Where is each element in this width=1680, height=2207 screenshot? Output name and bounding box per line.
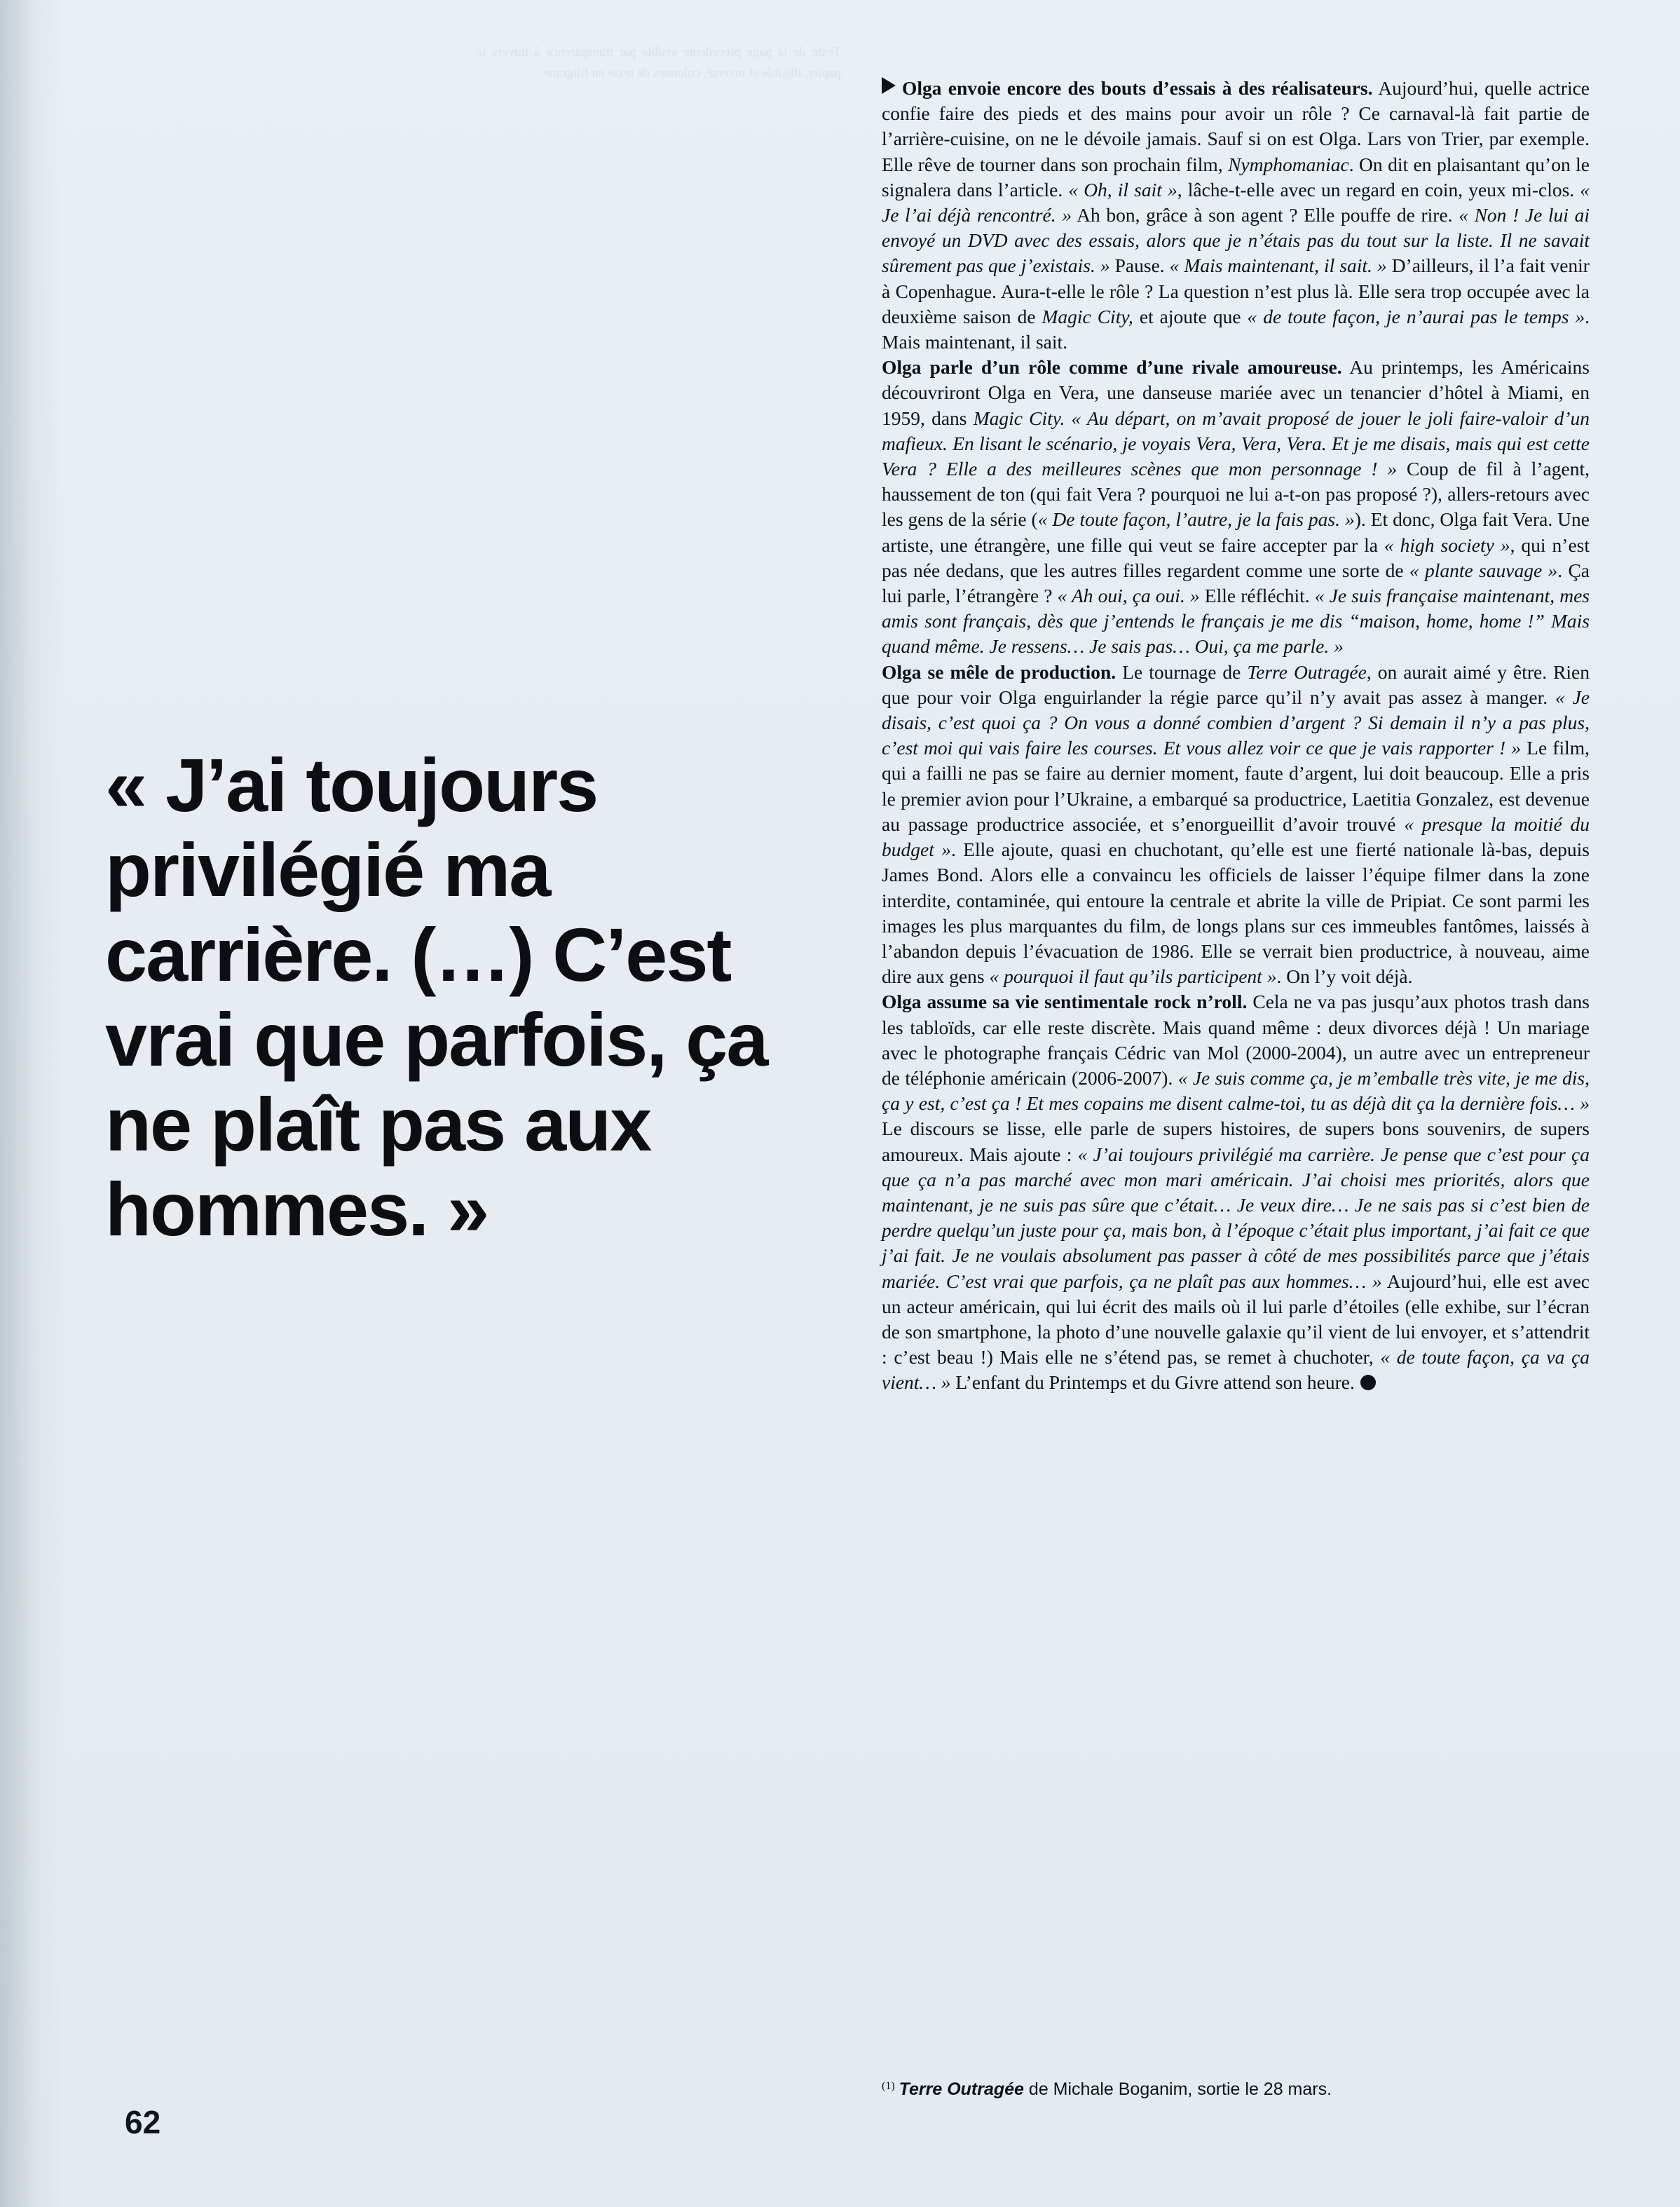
paragraph-1-text: Aujourd’hui, quelle actrice confie faire des pieds et des mains pour avoir un rôle ? Ce carnaval-là fait partie de l’arrière-cuisine, on ne le dévoile jamais. Sauf si on est Olga. Lars von Trier, par exemple. Elle rêve de tourner dans son prochain film, Nymphomaniac. On dit en plaisantant qu’on le signalera dans l’article. « Oh, il sait », lâche-t-elle avec un regard en coin, yeux mi-clos. « Je l’ai déjà rencontré. » Ah bon, grâce à son agent ? Elle pouffe de rire. « Non ! Je lui ai envoyé un DVD avec des essais, alors que je n’étais pas du tout sur la liste. Il ne savait sûrement pas que j’existais. » Pause. « Mais maintenant, il sait. » D’ailleurs, il l’a fait venir à Copenhague. Aura-t-elle le rôle ? La question n’est plus là. Elle sera trop occupée avec la deuxième saison de Magic City, et ajoute que « de toute façon, je n’aurai pas le temps ». Mais maintenant, il sait. <box>882 77 1590 353</box>
pullquote: « J’ai toujours privilégié ma carrière. (…) C’est vrai que parfois, ça ne plaît pas aux hommes. » <box>105 742 767 1251</box>
paragraph-3-runin: Olga se mêle de production. <box>882 660 1116 683</box>
paragraph-2-text: Au printemps, les Américains découvriront Olga en Vera, une danseuse mariée avec un tenancier d’hôtel à Miami, en 1959, dans Magic City. « Au départ, on m’avait proposé de jouer le joli faire-valoir d’un mafieux. En lisant le scénario, je voyais Vera, Vera, Vera. Et je me disais, mais qui est cette Vera ? Elle a des meilleures scènes que mon personnage ! » Coup de fil à l’agent, haussement de ton (qui fait Vera ? pourquoi ne lui a-t-on pas proposé ?), allers-retours avec les gens de la série (« De toute façon, l’autre, je la fais pas. »). Et donc, Olga fait Vera. Une artiste, une étrangère, une fille qui veut se faire accepter par la « high society », qui n’est pas née dedans, que les autres filles regardent comme une sorte de « plante sauvage ». Ça lui parle, l’étrangère ? « Ah oui, ça oui. » Elle réfléchit. « Je suis française maintenant, mes amis sont français, dès que j’entends le français je me dis “maison, home, home !” Mais quand même. Je ressens… Je sais pas… Oui, ça me parle. » <box>882 356 1590 658</box>
gutter-shadow <box>0 0 63 2207</box>
footnote-marker: (1) <box>882 2080 895 2092</box>
triangle-bullet-icon <box>882 77 896 94</box>
end-of-article-mark <box>1360 1375 1376 1390</box>
paragraph-2 <box>882 355 1590 659</box>
footnote-title: Terre Outragée <box>899 2079 1024 2099</box>
paragraph-4-runin: Olga assume sa vie sentimentale rock n’roll. <box>882 991 1248 1013</box>
paragraph-2-runin: Olga parle d’un rôle comme d’une rivale amoureuse. <box>882 356 1342 379</box>
footnote <box>882 2075 1590 2101</box>
pullquote-column <box>105 743 806 1252</box>
show-through-text: Texte de la page précédente visible par transparence à travers le papier, illisible et inversé, colonnes de texte en filigrane. <box>477 45 841 81</box>
paragraph-3-text: Le tournage de Terre Outragée, on aurait aimé y être. Rien que pour voir Olga enguirlander la régie parce qu’il n’y avait pas assez à manger. « Je disais, c’est quoi ça ? On vous a donné combien d’argent ? Si demain il n’y a pas plus, c’est moi qui vais faire les courses. Et vous allez voir ce que je vais rapporter ! » Le film, qui a failli ne pas se faire au dernier moment, faute d’argent, lui doit beaucoup. Elle a pris le premier avion pour l’Ukraine, a embarqué sa productrice, Laetitia Gonzalez, est devenue au passage productrice associée, et s’enorgueillit d’avoir trouvé « presque la moitié du budget ». Elle ajoute, quasi en chuchotant, qu’elle est une fierté nationale là-bas, depuis James Bond. Alors elle a convaincu les officiels de laisser l’équipe filmer dans la zone interdite, contaminée, qui entoure la centrale et abrite la ville de Pripiat. Ce sont parmi les images les plus marquantes du film, de longs plans sur ces immeubles fantômes, laissés à l’abandon depuis l’évacuation de 1986. Elle se verrait bien productrice, à nouveau, aime dire aux gens « pourquoi il faut qu’ils participent ». On l’y voit déjà. <box>882 660 1590 988</box>
paragraph-3 <box>882 660 1590 990</box>
paragraph-4 <box>882 989 1590 1395</box>
paragraph-1-runin: Olga envoie encore des bouts d’essais à des réalisateurs. <box>902 77 1373 99</box>
page-number: 62 <box>125 2104 161 2140</box>
paragraph-1 <box>882 76 1590 355</box>
paragraph-4-text: Cela ne va pas jusqu’aux photos trash dans les tabloïds, car elle reste discrète. Mais quand même : deux divorces déjà ! Un mariage avec le photographe français Cédric van Mol (2000-2004), un autre avec un entrepreneur de téléphonie américain (2006-2007). « Je suis comme ça, je m’emballe très vite, je me dis, ça y est, c’est ça ! Et mes copains me disent calme-toi, tu as déjà dit ça la dernière fois… » Le discours se lisse, elle parle de supers histoires, de supers bons souvenirs, de supers amoureux. Mais ajoute : « J’ai toujours privilégié ma carrière. Je pense que c’est pour ça que ça n’a pas marché avec mon mari américain. J’ai choisi mes priorités, alors que maintenant, je ne suis pas sûre que c’était… Je veux dire… Je ne sais pas si c’est bien de perdre quelqu’un juste pour ça, mais bon, à l’époque c’était plus important, j’ai fait ce que j’ai fait. Je ne voulais absolument pas passer à côté de mes possibilités parce que j’étais mariée. C’est vrai que parfois, ça ne plaît pas aux hommes… » Aujourd’hui, elle est avec un acteur américain, qui lui écrit des mails où il lui parle d’étoiles (elle exhibe, sur l’écran de son smartphone, la photo d’une nouvelle galaxie qu’il vient de lui envoyer, et s’attendrit : c’est beau !) Mais elle ne s’étend pas, se remet à chuchoter, « de toute façon, ça va ça vient… » L’enfant du Printemps et du Givre attend son heure. <box>882 991 1590 1394</box>
footnote-rest: de Michale Boganim, sortie le 28 mars. <box>1023 2079 1332 2099</box>
article-body <box>882 76 1590 1396</box>
